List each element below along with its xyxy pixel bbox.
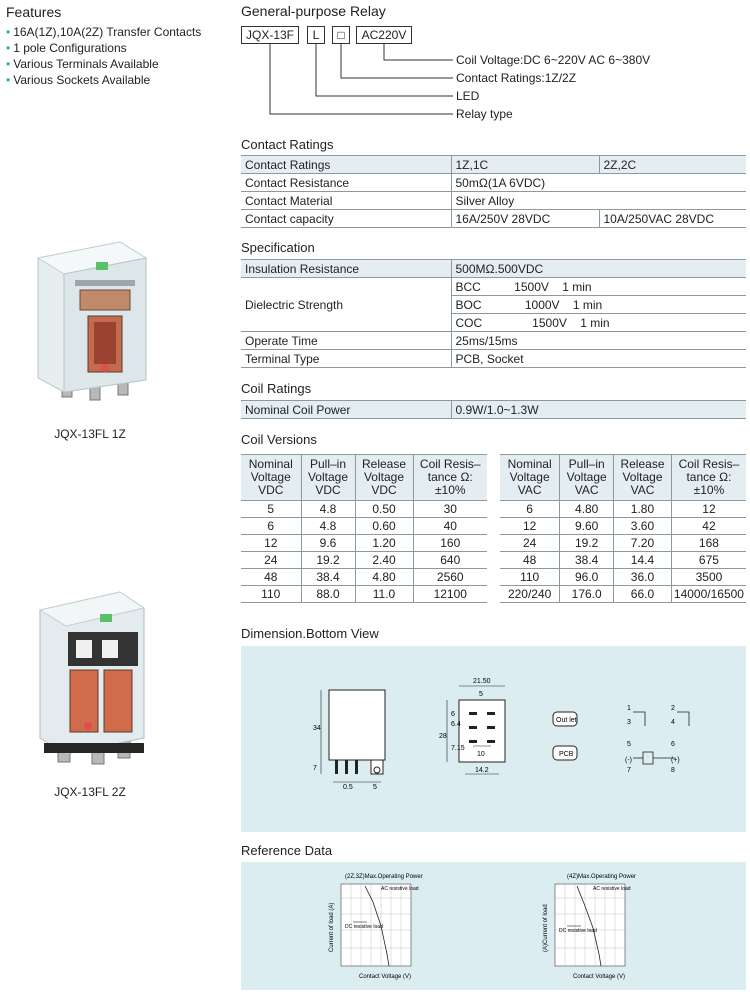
cell: 4.80 [560,501,614,518]
cell: 30 [413,501,487,518]
cell: 12 [241,535,301,552]
cell: Contact Ratings [241,156,451,174]
dim-28: 28 [439,733,447,740]
cell: 0.60 [355,518,413,535]
cell: 40 [413,518,487,535]
feature-item: • 16A(1Z),10A(2Z) Transfer Contacts [6,24,234,40]
cell: PCB, Socket [451,350,746,368]
feature-item: • Various Terminals Available [6,56,234,72]
chart1-ac-label: AC resistive load [381,886,419,892]
contact-ratings-title: Contact Ratings [241,137,334,152]
cell: 88.0 [301,586,355,603]
cell: 24 [500,535,560,552]
dim-6: 6 [451,711,455,718]
chart2-title: (4Z)Max.Operating Power [567,874,637,880]
cell: 12 [671,501,746,518]
cell: BCC 1500V 1 min [451,278,746,296]
table-row [500,552,746,569]
table-row [241,401,746,419]
legend-coil-voltage: Coil Voltage:DC 6~220V AC 6~380V [456,53,651,67]
cell: Contact capacity [241,210,451,228]
cell: 66.0 [614,586,672,603]
coil-ratings-table [241,400,746,419]
relay-1z-image [30,240,150,420]
table-header-row [241,455,487,501]
pin-8: 8 [671,767,675,774]
table-row [500,501,746,518]
table-row [500,569,746,586]
cell: 3.60 [614,518,672,535]
table-row [500,518,746,535]
table-row [241,586,487,603]
dim-5b: 5 [479,691,483,698]
pcb-label: PCB [559,751,574,758]
dim-34: 34 [313,725,321,732]
contact-ratings-table [241,155,746,228]
col-header: Coil Resis–tance Ω: ±10% [413,455,487,501]
dim-10: 10 [477,751,485,758]
reference-title: Reference Data [241,843,333,858]
cell: 12 [500,518,560,535]
dimension-title: Dimension.Bottom View [241,626,379,641]
cell: 38.4 [301,569,355,586]
specification-title: Specification [241,240,315,255]
table-row [241,501,487,518]
chart2-ac-label: AC resistive load [593,886,631,892]
product-caption: JQX-13FL 2Z [54,785,126,799]
cell: 48 [500,552,560,569]
pin-5: 5 [627,741,631,748]
pin-6: 6 [671,741,675,748]
cell: 160 [413,535,487,552]
dimension-panel [241,646,746,832]
cell: Terminal Type [241,350,451,368]
legend-contact-ratings: Contact Ratings:1Z/2Z [456,71,577,85]
cell: 10A/250VAC 28VDC [599,210,746,228]
cell: 38.4 [560,552,614,569]
cell: Contact Resistance [241,174,451,192]
table-row [241,535,487,552]
cell: 168 [671,535,746,552]
cell: 6 [500,501,560,518]
cell: 0.9W/1.0~1.3W [451,401,746,419]
cell: 640 [413,552,487,569]
table-row [241,552,487,569]
dim-14-2: 14.2 [475,767,489,774]
cell: 6 [241,518,301,535]
cell: 110 [500,569,560,586]
cell: 24 [241,552,301,569]
features-section [6,4,234,88]
code-coil-voltage: AC220V [356,26,412,44]
cell: 12100 [413,586,487,603]
dimension-drawing [241,646,746,832]
reference-charts [241,862,746,990]
cell: Operate Time [241,332,451,350]
legend-led: LED [456,89,480,103]
col-header: Nominal Voltage VAC [500,455,560,501]
chart1-dc-label: DC resistive load [345,924,383,930]
coil-versions-ac-table [500,454,746,603]
dim-7: 7 [313,765,317,772]
table-row [241,192,746,210]
dim-21-50: 21.50 [473,678,491,685]
feature-item: • 1 pole Configurations [6,40,234,56]
code-relay-type: JQX-13F [241,26,299,44]
pin-2: 2 [671,705,675,712]
cell: 96.0 [560,569,614,586]
cell: 2560 [413,569,487,586]
col-header: Coil Resis–tance Ω: ±10% [671,455,746,501]
dim-0-5: 0.5 [343,784,353,791]
legend-relay-type: Relay type [456,107,513,121]
outlet-label: Out let [556,717,577,724]
cell: 14.4 [614,552,672,569]
cell: 176.0 [560,586,614,603]
table-row [241,210,746,228]
coil-versions-title: Coil Versions [241,432,317,447]
cell: 4.8 [301,518,355,535]
cell: 220/240 [500,586,560,603]
cell: 500MΩ.500VDC [451,260,746,278]
table-row [241,260,746,278]
cell: 36.0 [614,569,672,586]
chart1-title: (2Z,3Z)Max.Operating Power [345,874,423,880]
chart1-xlabel: Contact Voltage (V) [359,974,412,980]
table-row [241,569,487,586]
ordering-title: General-purpose Relay [241,3,386,19]
pin-7: 7 [627,767,631,774]
cell: 1.20 [355,535,413,552]
cell: 0.50 [355,501,413,518]
coil-ratings-title: Coil Ratings [241,381,312,396]
table-row [241,174,746,192]
cell: 3500 [671,569,746,586]
relay-2z-image [30,588,150,778]
cell: 1Z,1C [451,156,599,174]
cell: 7.20 [614,535,672,552]
cell: 4.80 [355,569,413,586]
pin-4: 4 [671,719,675,726]
cell: 9.60 [560,518,614,535]
dim-5: 5 [373,784,377,791]
table-row [241,332,746,350]
specification-table [241,259,746,368]
features-list [6,24,234,88]
col-header: Release Voltage VDC [355,455,413,501]
features-title: Features [6,4,62,20]
product-1z [30,240,150,441]
pin-3: 3 [627,719,631,726]
cell: 11.0 [355,586,413,603]
cell: 42 [671,518,746,535]
code-contact: □ [332,26,350,44]
product-2z [30,588,150,799]
cell: 1.80 [614,501,672,518]
cell: 25ms/15ms [451,332,746,350]
cell: 2.40 [355,552,413,569]
table-row [241,350,746,368]
cell: 16A/250V 28VDC [451,210,599,228]
dim-6-4: 6.4 [451,721,461,728]
cell: 5 [241,501,301,518]
table-row [241,278,746,296]
polarity-minus: (-) [625,757,632,764]
table-row [241,156,746,174]
dim-7-15: 7.15 [451,745,465,752]
cell: Dielectric Strength [241,278,451,332]
cell: 2Z,2C [599,156,746,174]
ordering-leader-lines [241,44,461,124]
cell: 50mΩ(1A 6VDC) [451,174,746,192]
cell: Nominal Coil Power [241,401,451,419]
table-row [500,535,746,552]
chart2-xlabel: Contact Voltage (V) [573,974,626,980]
polarity-plus: (+) [671,757,680,764]
col-header: Nominal Voltage VDC [241,455,301,501]
cell: 14000/16500 [671,586,746,603]
chart2-ylabel: (A)Current of load [543,904,549,952]
table-header-row [500,455,746,501]
cell: 19.2 [560,535,614,552]
cell: 9.6 [301,535,355,552]
cell: Contact Material [241,192,451,210]
cell: 110 [241,586,301,603]
cell: BOC 1000V 1 min [451,296,746,314]
chart2-dc-label: DC resistive load [559,928,597,934]
product-caption: JQX-13FL 1Z [54,427,126,441]
col-header: Pull–in Voltage VDC [301,455,355,501]
col-header: Pull–in Voltage VAC [560,455,614,501]
cell: Silver Alloy [451,192,746,210]
feature-item: • Various Sockets Available [6,72,234,88]
chart1-ylabel: Current of load (A) [329,902,335,952]
cell: 48 [241,569,301,586]
cell: 675 [671,552,746,569]
cell: Insulation Resistance [241,260,451,278]
cell: 19.2 [301,552,355,569]
pin-1: 1 [627,705,631,712]
code-led: L [307,26,325,44]
coil-versions-dc-table [241,454,487,603]
cell: 4.8 [301,501,355,518]
reference-panel [241,862,746,990]
cell: COC 1500V 1 min [451,314,746,332]
table-row [241,518,487,535]
col-header: Release Voltage VAC [614,455,672,501]
table-row [500,586,746,603]
